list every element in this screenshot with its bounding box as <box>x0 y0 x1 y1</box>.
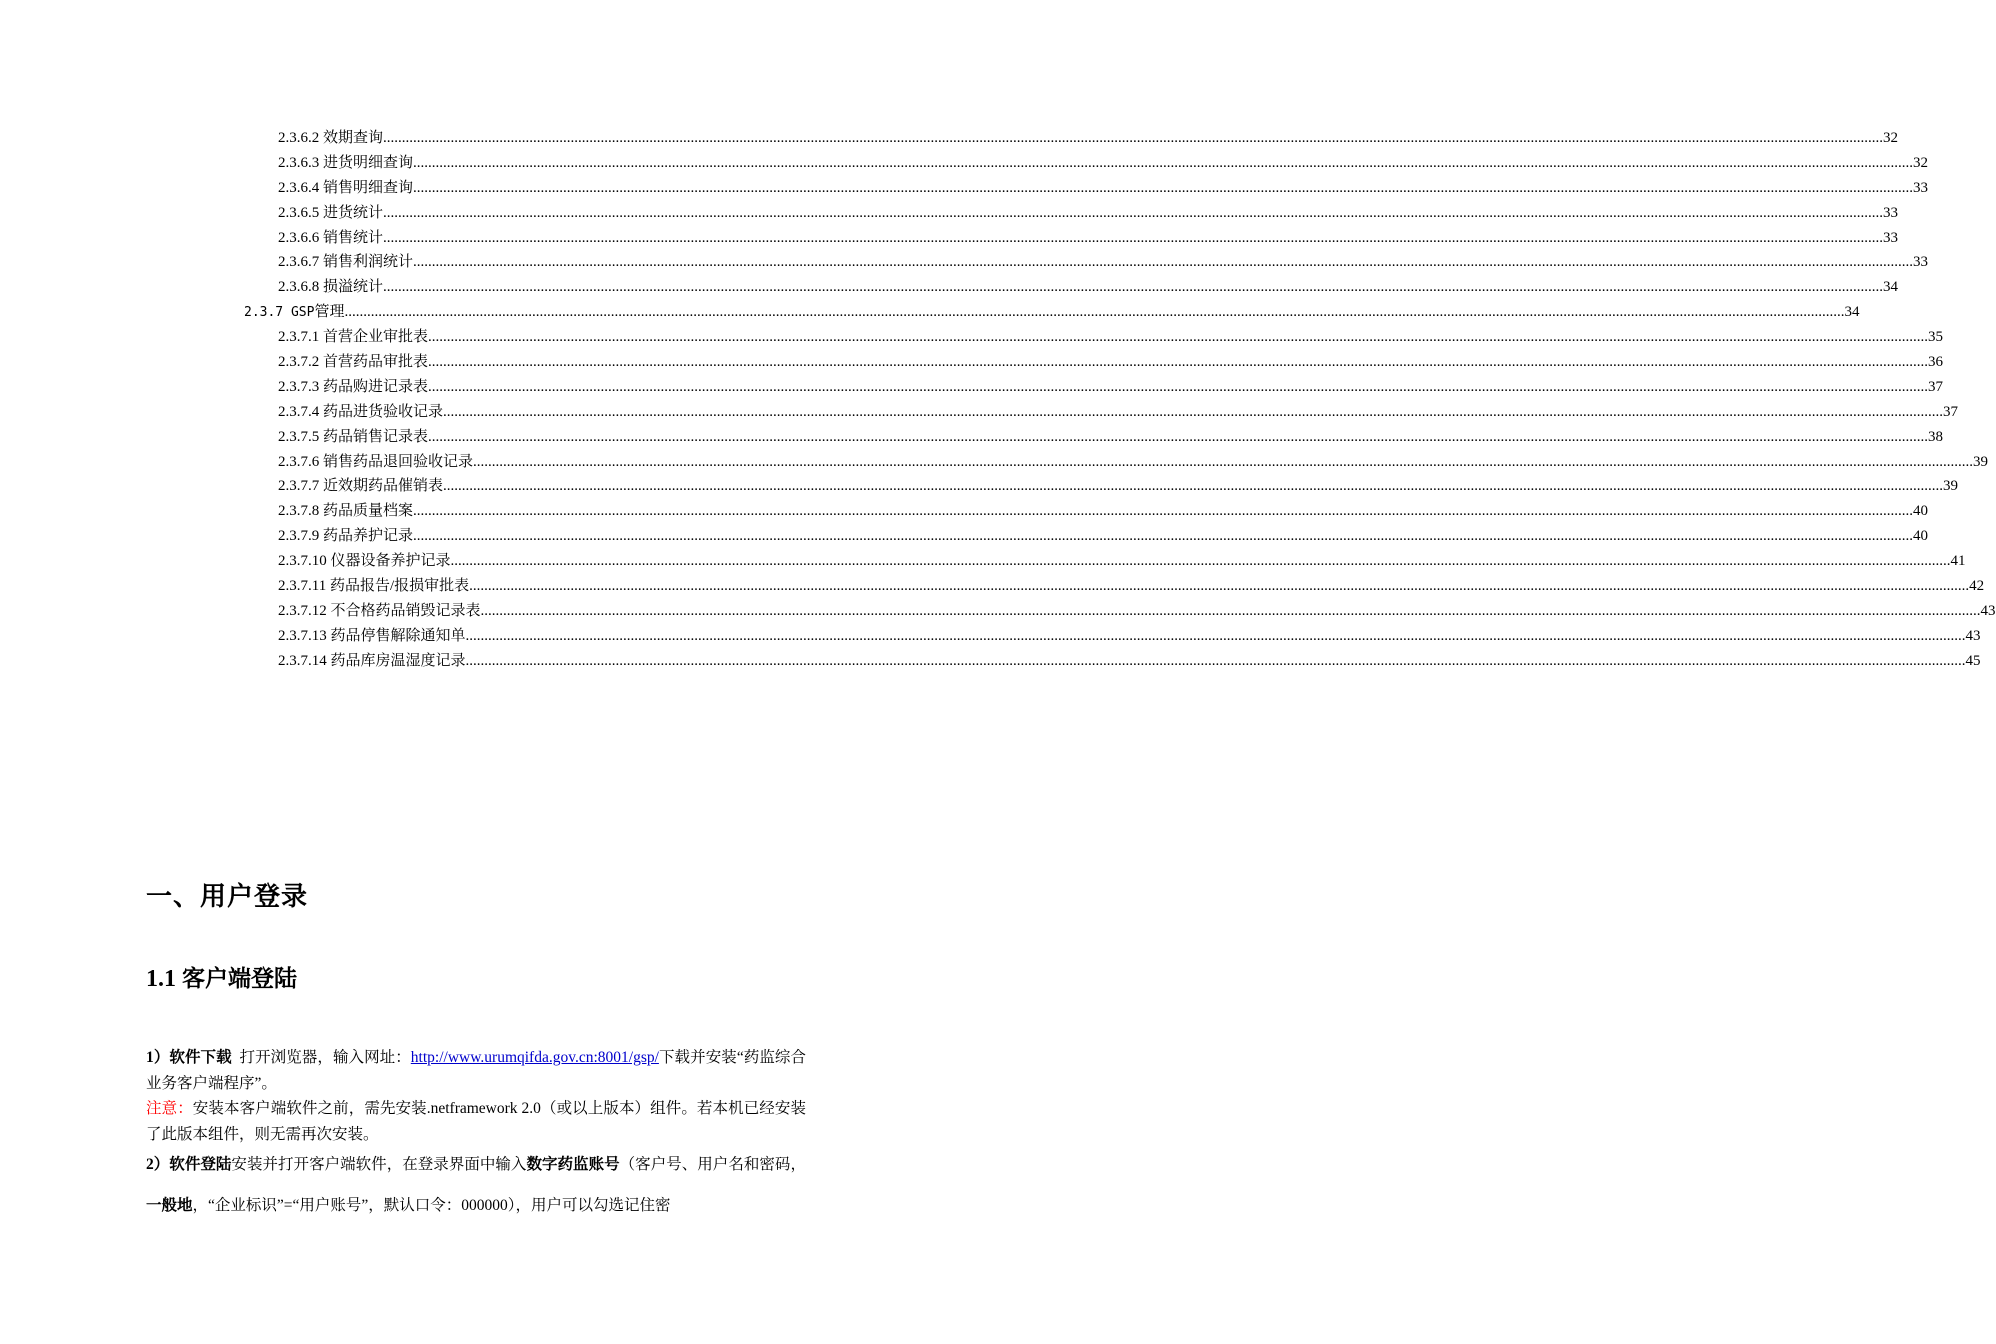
toc-entry-label: 2.3.6.3 进货明细查询 <box>278 154 414 171</box>
table-of-contents <box>0 126 1996 674</box>
toc-entry-line <box>278 176 1929 201</box>
toc-entry[interactable] <box>0 300 1860 325</box>
toc-entry[interactable] <box>0 624 1981 649</box>
toc-dot-leader: ................................................................................................................................................................................................................................................................................................................................................................................................................ <box>413 154 1914 171</box>
subsection-number: 1.1 <box>146 966 176 992</box>
toc-entry[interactable] <box>0 425 1944 450</box>
toc-page-number: 42 <box>1969 578 1985 595</box>
toc-page-number: 36 <box>1928 354 1944 371</box>
toc-dot-leader: ................................................................................................................................................................................................................................................................................................................................................................................................................ <box>428 329 1929 346</box>
toc-entry-title: 管理 <box>314 304 345 321</box>
toc-entry-line <box>278 226 1899 251</box>
toc-dot-leader: ................................................................................................................................................................................................................................................................................................................................................................................................................ <box>383 229 1884 246</box>
toc-entry-label: 2.3.7.5 药品销售记录表 <box>278 428 429 445</box>
toc-entry-line <box>278 201 1899 226</box>
toc-entry[interactable] <box>0 524 1929 549</box>
toc-page-number: 39 <box>1943 478 1959 495</box>
toc-dot-leader: ................................................................................................................................................................................................................................................................................................................................................................................................................ <box>443 478 1944 495</box>
paragraph-text: 安装本客户端软件之前，需先安装.netframework 2.0（或以上版本）组件。若本机已经安装了此版本组件，则无需再次安装。 <box>146 1100 806 1143</box>
paragraph-text: 下载并安装“药监综合业务客户端程序”。 <box>146 1049 806 1092</box>
toc-entry[interactable] <box>0 400 1959 425</box>
toc-dot-leader: ................................................................................................................................................................................................................................................................................................................................................................................................................ <box>383 130 1884 146</box>
toc-entry-label: 2.3.7.9 药品养护记录 <box>278 528 414 545</box>
toc-entry-label: 2.3.7.13 药品停售解除通知单 <box>278 627 466 644</box>
toc-entry-line <box>278 275 1899 300</box>
toc-page-number: 33 <box>1913 179 1929 196</box>
toc-entry[interactable] <box>0 649 1981 674</box>
toc-entry-label: 2.3.7.12 不合格药品销毁记录表 <box>278 602 481 619</box>
toc-entry-label: 2.3.6.5 进货统计 <box>278 204 384 221</box>
toc-entry-label: 2.3.7.11 药品报告/报损审批表 <box>278 578 470 595</box>
toc-entry-label: 2.3.7.3 药品购进记录表 <box>278 378 429 395</box>
toc-entry-label: 2.3.7.10 仪器设备养护记录 <box>278 553 451 570</box>
subsection-title: 客户端登陆 <box>182 966 297 992</box>
toc-page-number: 32 <box>1883 130 1899 146</box>
toc-dot-leader: ................................................................................................................................................................................................................................................................................................................................................................................................................ <box>413 503 1914 520</box>
toc-entry-line <box>278 474 1959 499</box>
toc-entry-line <box>278 450 1989 475</box>
toc-entry[interactable] <box>0 126 1899 151</box>
toc-entry-label: 2.3.7.8 药品质量档案 <box>278 503 414 520</box>
paragraph-note <box>146 1096 806 1148</box>
toc-entry-line <box>278 250 1929 275</box>
toc-entry[interactable] <box>0 325 1944 350</box>
toc-entry-label: 2.3.6.7 销售利润统计 <box>278 254 414 271</box>
toc-page-number: 34 <box>1844 304 1860 321</box>
step-label: 2）软件登陆 <box>146 1156 232 1173</box>
toc-page-number: 43 <box>1965 627 1981 644</box>
toc-entry[interactable] <box>0 275 1899 300</box>
toc-entry-line <box>278 126 1899 151</box>
toc-dot-leader: ................................................................................................................................................................................................................................................................................................................................................................................................................ <box>443 403 1944 420</box>
toc-entry-line <box>278 499 1929 524</box>
toc-page-number: 45 <box>1965 652 1981 669</box>
toc-dot-leader: ................................................................................................................................................................................................................................................................................................................................................................................................................ <box>465 627 1966 644</box>
toc-dot-leader: ................................................................................................................................................................................................................................................................................................................................................................................................................ <box>383 279 1884 296</box>
toc-entry[interactable] <box>0 474 1959 499</box>
emphasis-text: 一般地 <box>146 1197 193 1214</box>
toc-page-number: 33 <box>1913 254 1929 271</box>
toc-dot-leader: ................................................................................................................................................................................................................................................................................................................................................................................................................ <box>469 578 1970 595</box>
toc-entry[interactable] <box>0 350 1944 375</box>
toc-dot-leader: ................................................................................................................................................................................................................................................................................................................................................................................................................ <box>450 553 1951 570</box>
toc-page-number: 33 <box>1883 229 1899 246</box>
toc-entry-line <box>244 300 1860 326</box>
toc-dot-leader: ................................................................................................................................................................................................................................................................................................................................................................................................................ <box>413 179 1914 196</box>
toc-entry[interactable] <box>0 151 1929 176</box>
toc-entry-label: 2.3.7.14 药品库房温湿度记录 <box>278 652 466 669</box>
toc-entry[interactable] <box>0 450 1989 475</box>
emphasis-text: 数字药监账号 <box>526 1156 620 1173</box>
toc-dot-leader: ................................................................................................................................................................................................................................................................................................................................................................................................................ <box>428 428 1929 445</box>
paragraph-text: ，“企业标识”=“用户账号”，默认口令：000000），用户可以勾选记住密 <box>192 1197 671 1214</box>
note-label: 注意： <box>146 1100 193 1117</box>
toc-page-number: 32 <box>1913 154 1929 171</box>
paragraph-download <box>146 1045 806 1097</box>
toc-page-number: 34 <box>1883 279 1899 296</box>
paragraph-text: （客户号、用户名和密码， <box>619 1156 806 1173</box>
toc-entry-label: 2.3.7.1 首营企业审批表 <box>278 329 429 346</box>
toc-entry[interactable] <box>0 250 1929 275</box>
toc-entry-label: 2.3.6.2 效期查询 <box>278 130 384 146</box>
step-label: 1）软件下载 <box>146 1049 232 1066</box>
toc-entry-line <box>278 375 1944 400</box>
toc-page-number: 39 <box>1973 453 1989 470</box>
toc-entry-label: 2.3.6.8 损溢统计 <box>278 279 384 296</box>
paragraph-text: 打开浏览器，输入网址： <box>231 1049 411 1066</box>
paragraph-text: 安装并打开客户端软件，在登录界面中输入 <box>231 1156 527 1173</box>
toc-page-number: 41 <box>1950 553 1966 570</box>
toc-entry[interactable] <box>0 499 1929 524</box>
toc-entry-label: 2.3.7.6 销售药品退回验收记录 <box>278 453 474 470</box>
toc-entry-label: 2.3.6.4 销售明细查询 <box>278 179 414 196</box>
toc-page-number: 40 <box>1913 503 1929 520</box>
toc-dot-leader: ................................................................................................................................................................................................................................................................................................................................................................................................................ <box>344 304 1845 321</box>
subsection-heading <box>146 960 297 993</box>
toc-entry-code: 2.3.7 GSP <box>244 305 315 321</box>
toc-page-number: 43 <box>1980 602 1996 619</box>
toc-entry-line <box>278 599 1996 624</box>
download-link[interactable]: http://www.urumqifda.gov.cn:8001/gsp/ <box>410 1049 659 1066</box>
toc-entry-line <box>278 400 1959 425</box>
toc-entry-line <box>278 649 1981 674</box>
paragraph-login <box>146 1144 806 1226</box>
toc-entry[interactable] <box>0 226 1899 251</box>
toc-entry-line <box>278 425 1944 450</box>
toc-entry[interactable] <box>0 176 1929 201</box>
toc-entry-line <box>278 549 1966 574</box>
section-heading: 一、用户登录 <box>146 882 309 912</box>
toc-entry-label: 2.3.7.4 药品进货验收记录 <box>278 403 444 420</box>
toc-page-number: 37 <box>1943 403 1959 420</box>
toc-entry-line <box>278 151 1929 176</box>
toc-entry-line <box>278 574 1985 599</box>
toc-page-number: 40 <box>1913 528 1929 545</box>
toc-entry-line <box>278 325 1944 350</box>
toc-entry-line <box>278 524 1929 549</box>
toc-entry-label: 2.3.7.2 首营药品审批表 <box>278 354 429 371</box>
toc-entry-label: 2.3.6.6 销售统计 <box>278 229 384 246</box>
toc-dot-leader: ................................................................................................................................................................................................................................................................................................................................................................................................................ <box>428 354 1929 371</box>
toc-entry-label: 2.3.7.7 近效期药品催销表 <box>278 478 444 495</box>
toc-dot-leader: ................................................................................................................................................................................................................................................................................................................................................................................................................ <box>473 453 1974 470</box>
toc-page-number: 35 <box>1928 329 1944 346</box>
toc-entry[interactable] <box>0 574 1985 599</box>
toc-dot-leader: ................................................................................................................................................................................................................................................................................................................................................................................................................ <box>428 378 1929 395</box>
toc-entry[interactable] <box>0 375 1944 400</box>
toc-entry-line <box>278 624 1981 649</box>
toc-page-number: 37 <box>1928 378 1944 395</box>
toc-dot-leader: ................................................................................................................................................................................................................................................................................................................................................................................................................ <box>413 528 1914 545</box>
toc-page-number: 38 <box>1928 428 1944 445</box>
toc-entry[interactable] <box>0 549 1966 574</box>
toc-dot-leader: ................................................................................................................................................................................................................................................................................................................................................................................................................ <box>465 652 1966 669</box>
toc-dot-leader: ................................................................................................................................................................................................................................................................................................................................................................................................................ <box>383 204 1884 221</box>
toc-dot-leader: ................................................................................................................................................................................................................................................................................................................................................................................................................ <box>480 602 1981 619</box>
toc-entry-label <box>244 300 344 326</box>
toc-entry[interactable] <box>0 599 1996 624</box>
toc-dot-leader: ................................................................................................................................................................................................................................................................................................................................................................................................................ <box>413 254 1914 271</box>
toc-entry[interactable] <box>0 201 1899 226</box>
toc-page-number: 33 <box>1883 204 1899 221</box>
toc-entry-line <box>278 350 1944 375</box>
